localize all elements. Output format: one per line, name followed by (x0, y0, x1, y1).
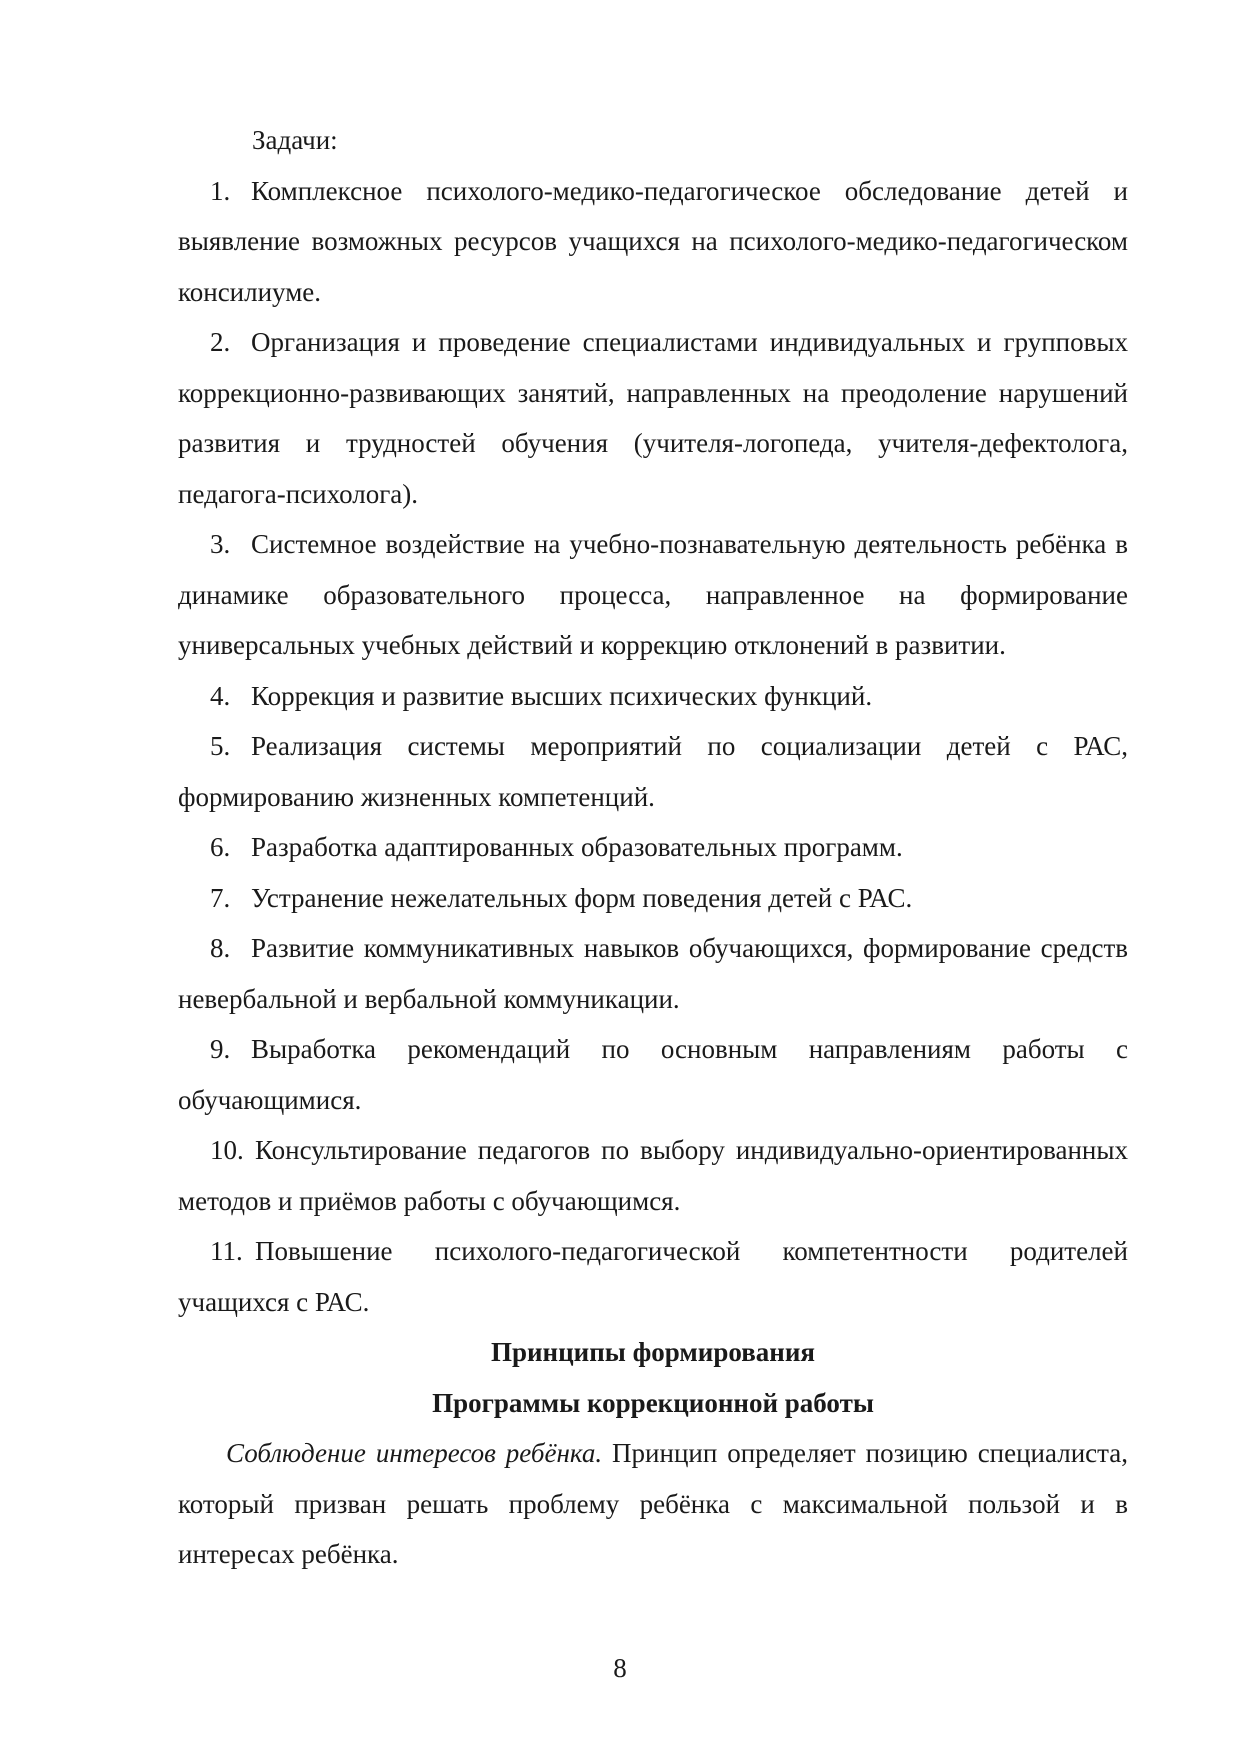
task-item-1 (178, 166, 1128, 318)
task-number: 11. (210, 1236, 243, 1266)
task-item-9 (178, 1024, 1128, 1125)
task-item-4 (178, 671, 1128, 722)
section-title-line-2: Программы коррекционной работы (432, 1387, 874, 1418)
principle-term: Соблюдение интересов ребёнка. (226, 1438, 603, 1468)
task-number: 10. (210, 1135, 244, 1165)
task-text: Устранение нежелательных форм поведения детей с РАС. (251, 882, 913, 913)
task-text: Комплексное психолого-медико-педагогическое обследование детей и выявление возможных ресурсов учащихся на психолого-медико-педагогическом консилиуме. (178, 175, 1128, 307)
task-item-8 (178, 923, 1128, 1024)
task-number: 3. (210, 529, 231, 559)
task-item-11 (178, 1226, 1128, 1327)
task-number: 9. (210, 1034, 231, 1064)
principle-text: Принцип определяет позицию специалиста, который призван решать проблему ребёнка с максимальной пользой и в интересах ребёнка. (178, 1438, 1129, 1569)
tasks-heading: Задачи: (252, 125, 338, 155)
task-text: Коррекция и развитие высших психических функций. (251, 680, 873, 711)
task-text: Разработка адаптированных образовательных программ. (251, 832, 903, 862)
task-text: Выработка рекомендаций по основным направлениям работы с обучающимися. (178, 1034, 1128, 1115)
task-item-5 (178, 721, 1128, 822)
task-text: Развитие коммуникативных навыков обучающихся, формирование средств невербальной и вербальной коммуникации. (178, 933, 1128, 1014)
task-number: 8. (210, 933, 231, 963)
task-item-10 (178, 1125, 1128, 1226)
task-number: 7. (210, 882, 231, 913)
task-number: 5. (210, 731, 231, 761)
task-text: Системное воздействие на учебно-познавательную деятельность ребёнка в динамике образовательного процесса, направленное на формирование универсальных учебных действий и коррекцию отклонений в развитии. (178, 529, 1128, 660)
task-text: Повышение психолого-педагогической компетентности родителей учащихся с РАС. (178, 1236, 1128, 1317)
task-number: 2. (210, 327, 231, 357)
task-item-7 (178, 873, 1128, 924)
task-number: 6. (210, 832, 231, 862)
task-text: Организация и проведение специалистами индивидуальных и групповых коррекционно-развивающих занятий, направленных на преодоление нарушений развития и трудностей обучения (учителя-логопеда, учителя-дефектолога, педагога-психолога). (178, 327, 1128, 509)
task-text: Реализация системы мероприятий по социализации детей с РАС, формированию жизненных компетенций. (178, 731, 1128, 812)
task-item-3 (178, 519, 1128, 671)
page-number: 8 (613, 1653, 627, 1683)
principle-paragraph (178, 1428, 1128, 1580)
task-number: 4. (210, 680, 231, 711)
page-content (178, 115, 1128, 1580)
task-item-6 (178, 822, 1128, 873)
section-title-line-1: Принципы формирования (490, 1337, 815, 1367)
task-text: Консультирование педагогов по выбору индивидуально-ориентированных методов и приёмов работы с обучающимся. (178, 1135, 1128, 1216)
task-item-2 (178, 317, 1128, 519)
task-number: 1. (210, 175, 231, 206)
